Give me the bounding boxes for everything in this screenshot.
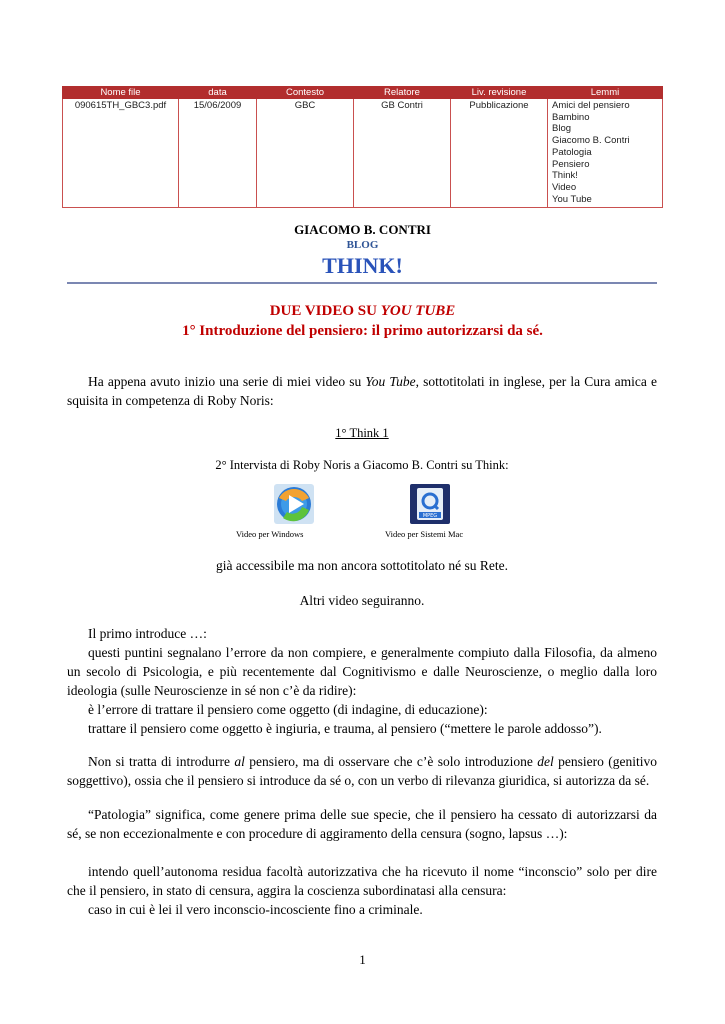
lemma-item: Amici del pensiero bbox=[552, 100, 630, 111]
page-number: 1 bbox=[359, 952, 366, 967]
p1-a: questi puntini segnalano l’errore da non compiere, e generalmente compiuto dalla Filosofia, da almeno un secolo di Psicologia, e più recentemente dal Cognitivismo e dalle Neuroscienze, o meglio dalla loro ideologia (sulle Neuroscienze in sé non c’è da ridire): bbox=[67, 645, 657, 698]
lemma-item: Bambino bbox=[552, 111, 590, 123]
article-title bbox=[0, 303, 725, 320]
title-divider bbox=[67, 282, 657, 284]
col-nome-file: Nome file bbox=[63, 87, 179, 99]
p1-c: trattare il pensiero come oggetto è ingiuria, e trauma, al pensiero (“mettere le parole addosso”). bbox=[88, 721, 602, 736]
metadata-header-row bbox=[63, 87, 663, 99]
col-contesto: Contesto bbox=[257, 87, 354, 99]
video-windows-caption: Video per Windows bbox=[236, 529, 304, 539]
p3-c: caso in cui è lei il vero inconscio-incosciente fino a criminale. bbox=[88, 902, 423, 917]
intro-text-end: , sottotitolati in inglese, per la Cura amica e squisita in competenza di Roby Noris: bbox=[67, 374, 658, 408]
col-lemmi: Lemmi bbox=[548, 87, 663, 99]
article-title-em: YOU TUBE bbox=[380, 303, 456, 319]
p3-a: “Patologia” significa, come genere prima delle sue specie, che il pensiero ha cessato di autorizzarsi da sé, se non eccezionalmente e con procedure di aggiramento della censura (sogno, lapsus …): bbox=[67, 807, 657, 841]
cell-contesto: GBC bbox=[257, 99, 354, 208]
intro-paragraph bbox=[67, 372, 657, 410]
windows-media-player-icon[interactable] bbox=[274, 484, 314, 524]
intro-text: Ha appena avuto inizio una serie di miei video su bbox=[88, 374, 366, 389]
accessible-note: già accessibile ma non ancora sottotitolato né su Rete. bbox=[215, 558, 509, 573]
lemma-item: Video bbox=[552, 181, 577, 193]
cell-data: 15/06/2009 bbox=[179, 99, 257, 208]
quicktime-mac-icon[interactable] bbox=[410, 484, 450, 524]
video2-label: 2° Intervista di Roby Noris a Giacomo B. Contri su Think: bbox=[215, 458, 509, 472]
svg-text:MPEG: MPEG bbox=[422, 513, 438, 519]
video-mac-caption: Video per Sistemi Mac bbox=[385, 529, 464, 539]
metadata-table bbox=[62, 86, 663, 208]
cell-nome-file: 090615TH_GBC3.pdf bbox=[63, 99, 179, 208]
author-name: GIACOMO B. CONTRI bbox=[294, 222, 431, 237]
col-data: data bbox=[179, 87, 257, 99]
p2 bbox=[67, 752, 657, 790]
p2-em-del: del bbox=[537, 754, 554, 769]
p2-em-al: al bbox=[234, 754, 245, 769]
lemma-item: You Tube bbox=[552, 193, 592, 205]
others-note: Altri video seguiranno. bbox=[299, 593, 425, 608]
lemma-item: Giacomo B. Contri bbox=[552, 135, 630, 147]
article-title-prefix: DUE VIDEO SU bbox=[269, 303, 381, 319]
p2-text-a: Non si tratta di introdurre bbox=[88, 754, 235, 769]
lemma-item: Think! bbox=[552, 170, 578, 182]
p2-text-c: pensiero (genitivo soggettivo), ossia che il pensiero si introduce da sé o, con un verbo di rilevanza giuridica, si autorizza da sé. bbox=[67, 754, 657, 788]
article-subtitle: 1° Introduzione del pensiero: il primo autorizzarsi da sé. bbox=[182, 323, 543, 339]
p3-b: intendo quell’autonoma residua facoltà autorizzativa che ha ricevuto il nome “inconscio” solo per dire che il pensiero, in stato di censura, aggira la coscienza subordinatasi alla censura: bbox=[67, 864, 657, 898]
lemma-item: Patologia bbox=[552, 146, 592, 158]
cell-lemmi bbox=[548, 99, 663, 208]
cell-relatore: GB Contri bbox=[354, 99, 451, 208]
video1-line bbox=[67, 424, 657, 443]
table-row bbox=[63, 99, 663, 208]
cell-liv-revisione: Pubblicazione bbox=[451, 99, 548, 208]
p1-b: è l’errore di trattare il pensiero come oggetto (di indagine, di educazione): bbox=[88, 702, 488, 717]
p2-text-b: pensiero, ma di osservare che c’è solo introduzione bbox=[244, 754, 538, 769]
section-label: BLOG bbox=[346, 239, 379, 251]
col-liv-revisione: Liv. revisione bbox=[451, 87, 548, 99]
p1-intro: Il primo introduce …: bbox=[88, 626, 207, 641]
col-relatore: Relatore bbox=[354, 87, 451, 99]
blog-title: THINK! bbox=[322, 253, 403, 278]
lemma-item: Pensiero bbox=[552, 158, 590, 170]
lemma-item: Blog bbox=[552, 123, 572, 135]
video1-link[interactable]: 1° Think 1 bbox=[335, 426, 389, 440]
intro-em: You Tube bbox=[365, 374, 416, 389]
